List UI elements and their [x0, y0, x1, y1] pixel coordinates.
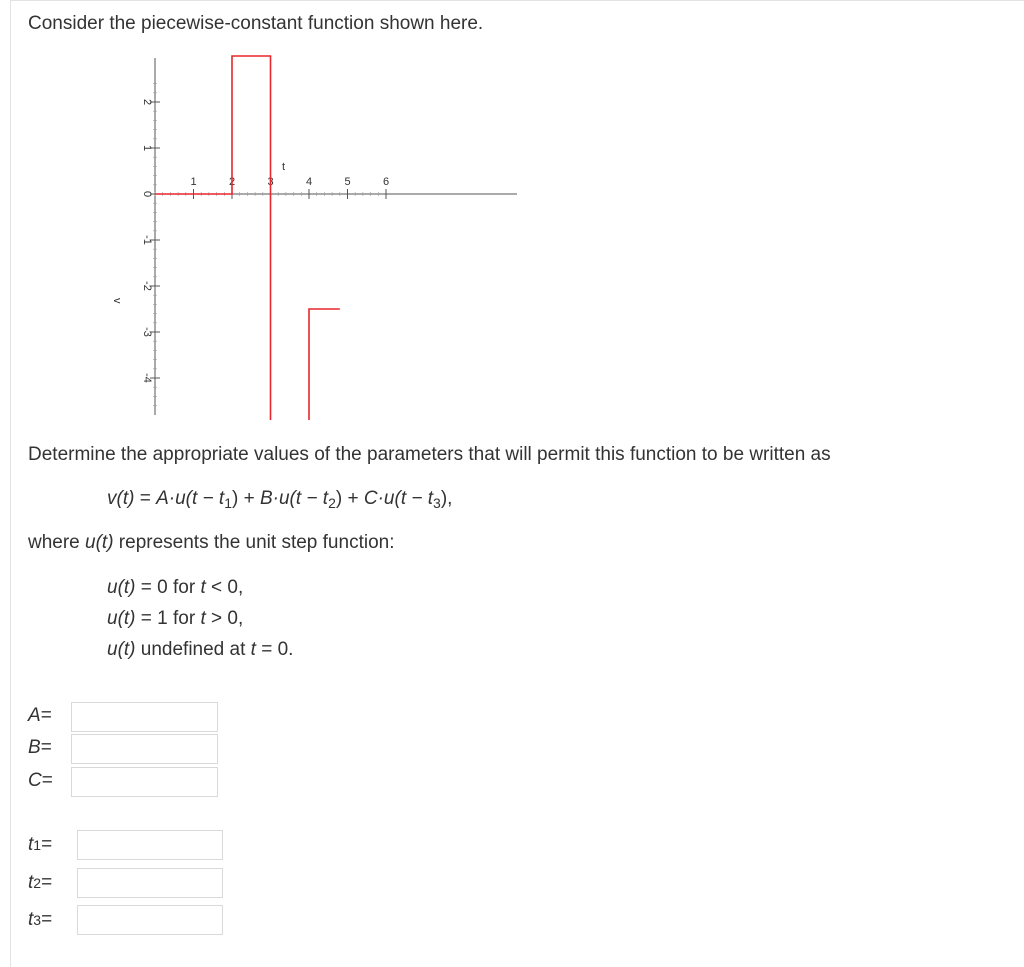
equation-term-b: B·u(t − t — [259, 488, 329, 509]
label-b-eq: = — [40, 737, 52, 758]
where-text — [28, 532, 394, 554]
label-c-eq: = — [41, 770, 53, 791]
answer-row-t2 — [28, 872, 52, 894]
equation-term-c: C·u(t − t — [363, 488, 434, 509]
label-t3-eq: = — [41, 909, 53, 930]
where-prefix: where — [28, 532, 86, 553]
y-tick-label: 0 — [141, 190, 153, 198]
answer-row-a — [28, 705, 52, 727]
answer-a-input[interactable] — [71, 702, 218, 732]
equation — [107, 488, 452, 511]
y-tick-label: -2 — [141, 281, 153, 291]
def2-t: t — [200, 608, 206, 629]
def1-end: < 0, — [205, 577, 244, 598]
equation-sub-3: 3 — [433, 495, 441, 511]
def3-rest: undefined at — [135, 639, 251, 660]
y-tick-label: -4 — [141, 373, 153, 383]
label-a-eq: = — [40, 705, 52, 726]
label-t2-sub: 2 — [33, 875, 42, 891]
def2-end: > 0, — [205, 608, 244, 629]
equation-equals: = — [134, 488, 157, 509]
answer-row-c — [28, 770, 53, 792]
definition-line-3 — [107, 634, 293, 665]
answer-t1-input[interactable] — [77, 830, 223, 860]
def2-u: u(t) — [107, 608, 136, 629]
y-tick-label: 2 — [141, 98, 153, 106]
equation-close-3: ), — [440, 488, 453, 509]
def1-t: t — [200, 577, 206, 598]
equation-sub-2: 2 — [328, 495, 336, 511]
def1-rest: = 0 for — [135, 577, 201, 598]
def3-u: u(t) — [107, 639, 136, 660]
determine-text: Determine the appropriate values of the parameters that will permit this function to be written as — [28, 444, 831, 465]
x-tick-label: 1 — [190, 176, 197, 188]
definition-line-2 — [107, 603, 293, 634]
equation-lhs: v(t) — [107, 488, 135, 509]
intro-text: Consider the piecewise-constant function shown here. — [28, 13, 484, 34]
step-function-plot — [100, 50, 530, 420]
answer-c-input[interactable] — [71, 767, 218, 797]
label-t3: t — [28, 909, 34, 930]
equation-close-2: ) + — [335, 488, 364, 509]
label-c: C — [28, 770, 42, 791]
label-t3-sub: 3 — [33, 912, 42, 928]
answer-row-t3 — [28, 909, 52, 931]
label-a: A — [28, 705, 41, 726]
def2-rest: = 1 for — [135, 608, 201, 629]
equation-close-1: ) + — [232, 488, 260, 509]
def3-end: = 0. — [255, 639, 294, 660]
label-t2-eq: = — [41, 872, 53, 893]
y-tick-label: 1 — [141, 144, 153, 152]
unit-step-definition — [107, 572, 293, 665]
answer-row-t1 — [28, 834, 52, 856]
label-t1-sub: 1 — [33, 837, 42, 853]
y-tick-label: -1 — [141, 235, 153, 245]
answer-b-input[interactable] — [71, 734, 218, 764]
label-t1-eq: = — [41, 834, 53, 855]
label-t2: t — [28, 872, 34, 893]
label-t1: t — [28, 834, 34, 855]
series-line — [155, 56, 340, 420]
y-tick-label: -3 — [141, 327, 153, 337]
def3-t: t — [250, 639, 256, 660]
x-tick-label: 3 — [267, 176, 274, 188]
x-tick-label: 2 — [228, 176, 236, 188]
equation-term-a: A·u(t − t — [156, 488, 225, 509]
x-tick-label: 6 — [382, 176, 390, 188]
label-b: B — [28, 737, 41, 758]
where-suffix: represents the unit step function: — [113, 532, 395, 553]
x-axis-label: t — [282, 161, 286, 173]
def1-u: u(t) — [107, 577, 136, 598]
equation-sub-1: 1 — [224, 495, 232, 511]
answer-row-b — [28, 737, 52, 759]
x-tick-label: 4 — [305, 176, 313, 188]
definition-line-1 — [107, 572, 293, 603]
x-tick-label: 5 — [344, 176, 351, 188]
where-u: u(t) — [85, 532, 114, 553]
answer-t2-input[interactable] — [77, 868, 223, 898]
answer-t3-input[interactable] — [77, 905, 223, 935]
y-axis-label: v — [111, 298, 123, 304]
